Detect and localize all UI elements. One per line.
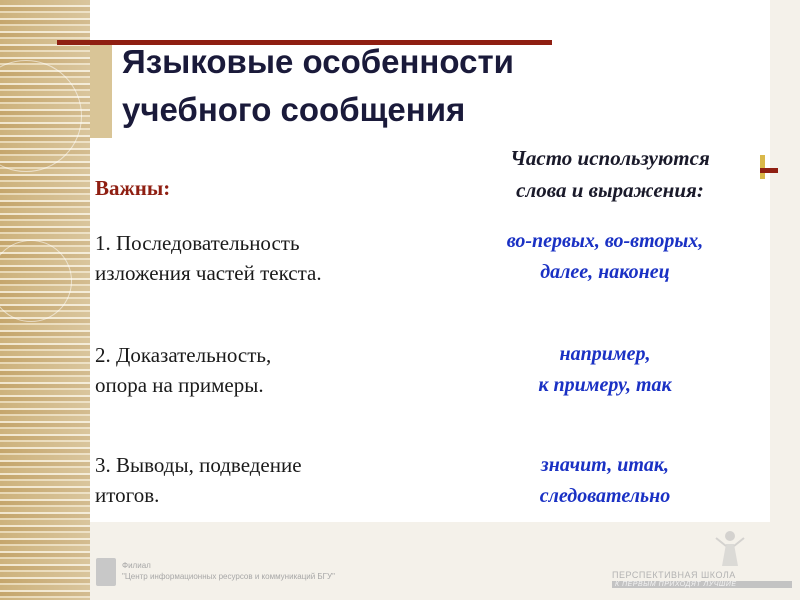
brand-name: ПЕРСПЕКТИВНАЯ ШКОЛА — [612, 570, 736, 580]
feature-item: 2. Доказательность, опора на примеры. — [95, 343, 272, 397]
school-figure-icon — [710, 528, 750, 568]
slide-title: Языковые особенности учебного сообщения — [122, 43, 514, 128]
feature-item: 3. Выводы, подведение итогов. — [95, 453, 302, 507]
phrase-item: во-первых, во-вторых, далее, наконец — [506, 230, 704, 283]
footer-organization: Филиал "Центр информационных ресурсов и коммуникаций БГУ" — [122, 561, 335, 581]
column-header-important: Важны: — [95, 176, 171, 200]
title-accent-box — [90, 42, 112, 138]
org-logo-icon — [96, 558, 116, 586]
phrase-item: значит, итак, следовательно — [539, 454, 671, 507]
footer-brand — [612, 570, 792, 588]
feature-item: 1. Последовательность изложения частей текста. — [95, 231, 322, 285]
brand-slogan: К ПЕРВЫМ ПРИХОДЯТ ЛУЧШИЕ — [612, 581, 792, 588]
phrase-item: например, к примеру, так — [538, 343, 672, 396]
column-header-phrases: Часто используются слова и выражения: — [510, 146, 710, 202]
